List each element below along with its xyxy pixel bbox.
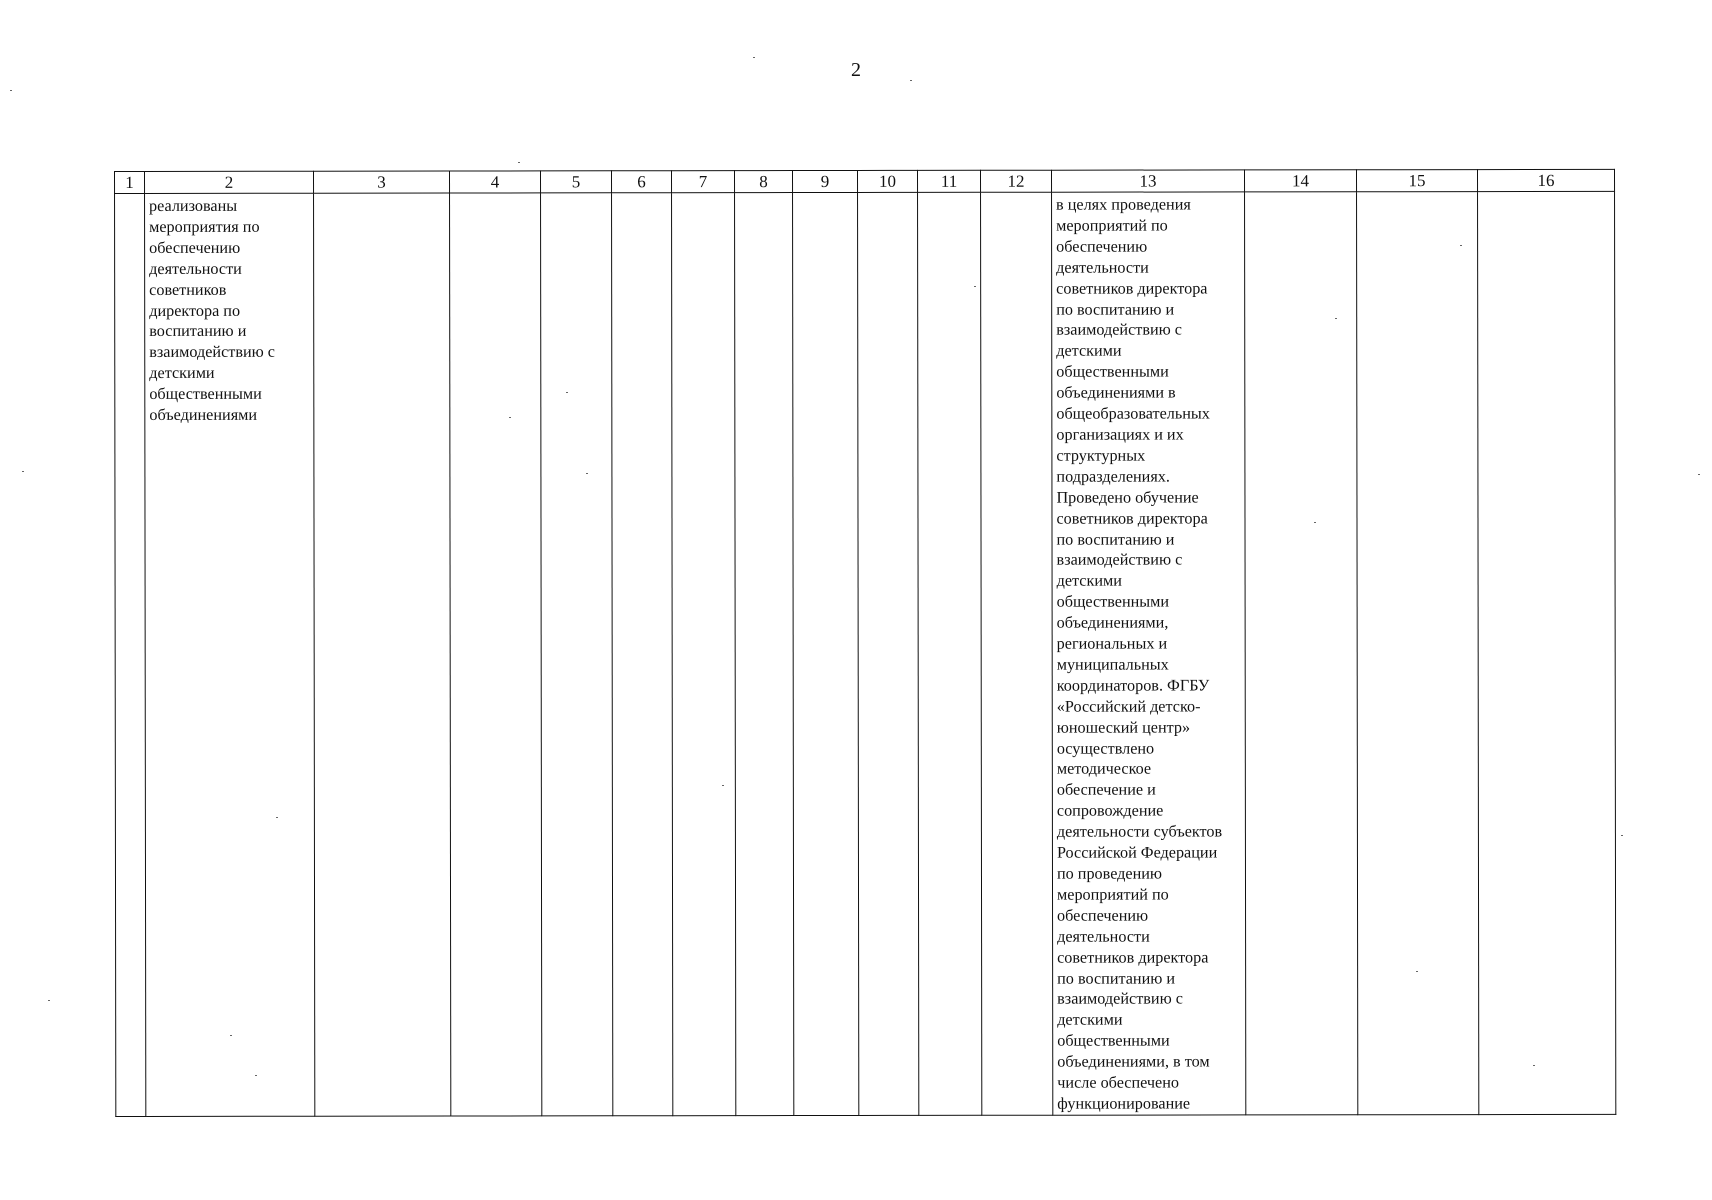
scan-speck (255, 1075, 257, 1076)
scan-speck (1335, 318, 1337, 319)
implementation-notes-text: в целях проведения мероприятий по обеспечению деятельности советников директора по воспитанию и взаимодействию с детскими общественными объединениями в общеобразовательных организациях и их структурных подразделениях. Проведено обучение советников директора по воспитанию и взаимодействию с детскими общественными объединениями, региональных и муниципальных координаторов. ФГБУ «Российский детско- юношеский центр» осуществлено методическое обеспечение и сопровождение деятельности субъектов Российской Федерации по проведению мероприятий по обеспечению деятельности советников директора по воспитанию и взаимодействию с детскими общественными объединениями, в том числе обеспечено функционирование (1056, 195, 1223, 1113)
cell-col-2 (145, 193, 315, 1116)
column-header-13: 13 (1051, 170, 1244, 192)
event-description-text: реализованы мероприятия по обеспечению деятельности советников директора по воспитанию и взаимодействию с детскими общественными объединениями (149, 196, 275, 425)
column-header-16: 16 (1477, 169, 1614, 191)
cell-col-15 (1357, 192, 1479, 1115)
scan-speck (1698, 474, 1700, 475)
scan-speck (566, 392, 568, 393)
column-header-9: 9 (793, 170, 858, 192)
cell-col-7 (672, 193, 736, 1116)
scan-speck (1460, 245, 1462, 246)
scan-speck (722, 785, 724, 786)
column-header-6: 6 (612, 171, 672, 193)
scan-speck (1314, 522, 1316, 523)
scan-speck (753, 57, 755, 58)
scan-speck (10, 90, 12, 91)
cell-col-8 (735, 193, 794, 1116)
cell-col-6 (612, 193, 673, 1116)
cell-col-4 (450, 193, 542, 1116)
scan-speck (910, 80, 912, 81)
cell-col-14 (1245, 192, 1358, 1115)
cell-col-3 (314, 193, 451, 1116)
column-header-11: 11 (917, 170, 980, 192)
scan-speck (509, 417, 511, 418)
scan-speck (586, 473, 588, 474)
table-row (115, 191, 1616, 1116)
scan-speck (974, 286, 976, 287)
cell-col-9 (793, 192, 859, 1115)
cell-col-16 (1478, 191, 1616, 1114)
column-header-12: 12 (980, 170, 1051, 192)
cell-col-1 (115, 193, 146, 1116)
scan-speck (276, 817, 278, 818)
column-header-4: 4 (450, 171, 541, 193)
column-header-14: 14 (1244, 170, 1356, 192)
table-header-row (115, 169, 1615, 193)
cell-col-5 (541, 193, 613, 1116)
column-header-2: 2 (145, 171, 314, 193)
scan-speck (48, 1000, 50, 1001)
column-header-5: 5 (541, 171, 612, 193)
scan-speck (230, 1035, 232, 1036)
column-header-3: 3 (314, 171, 450, 193)
cell-col-12 (981, 192, 1053, 1115)
report-table (114, 169, 1616, 1117)
column-header-15: 15 (1356, 170, 1477, 192)
column-header-7: 7 (672, 171, 735, 193)
scan-speck (518, 162, 520, 163)
scan-speck (1416, 971, 1418, 972)
cell-col-11 (918, 192, 982, 1115)
scan-speck (1533, 1065, 1535, 1066)
cell-col-10 (858, 192, 919, 1115)
column-header-10: 10 (858, 170, 918, 192)
cell-col-13 (1052, 192, 1246, 1115)
column-header-8: 8 (735, 171, 793, 193)
page-number: 2 (851, 59, 861, 81)
scan-speck (22, 471, 24, 472)
scan-speck (1621, 835, 1623, 836)
column-header-1: 1 (115, 171, 145, 193)
